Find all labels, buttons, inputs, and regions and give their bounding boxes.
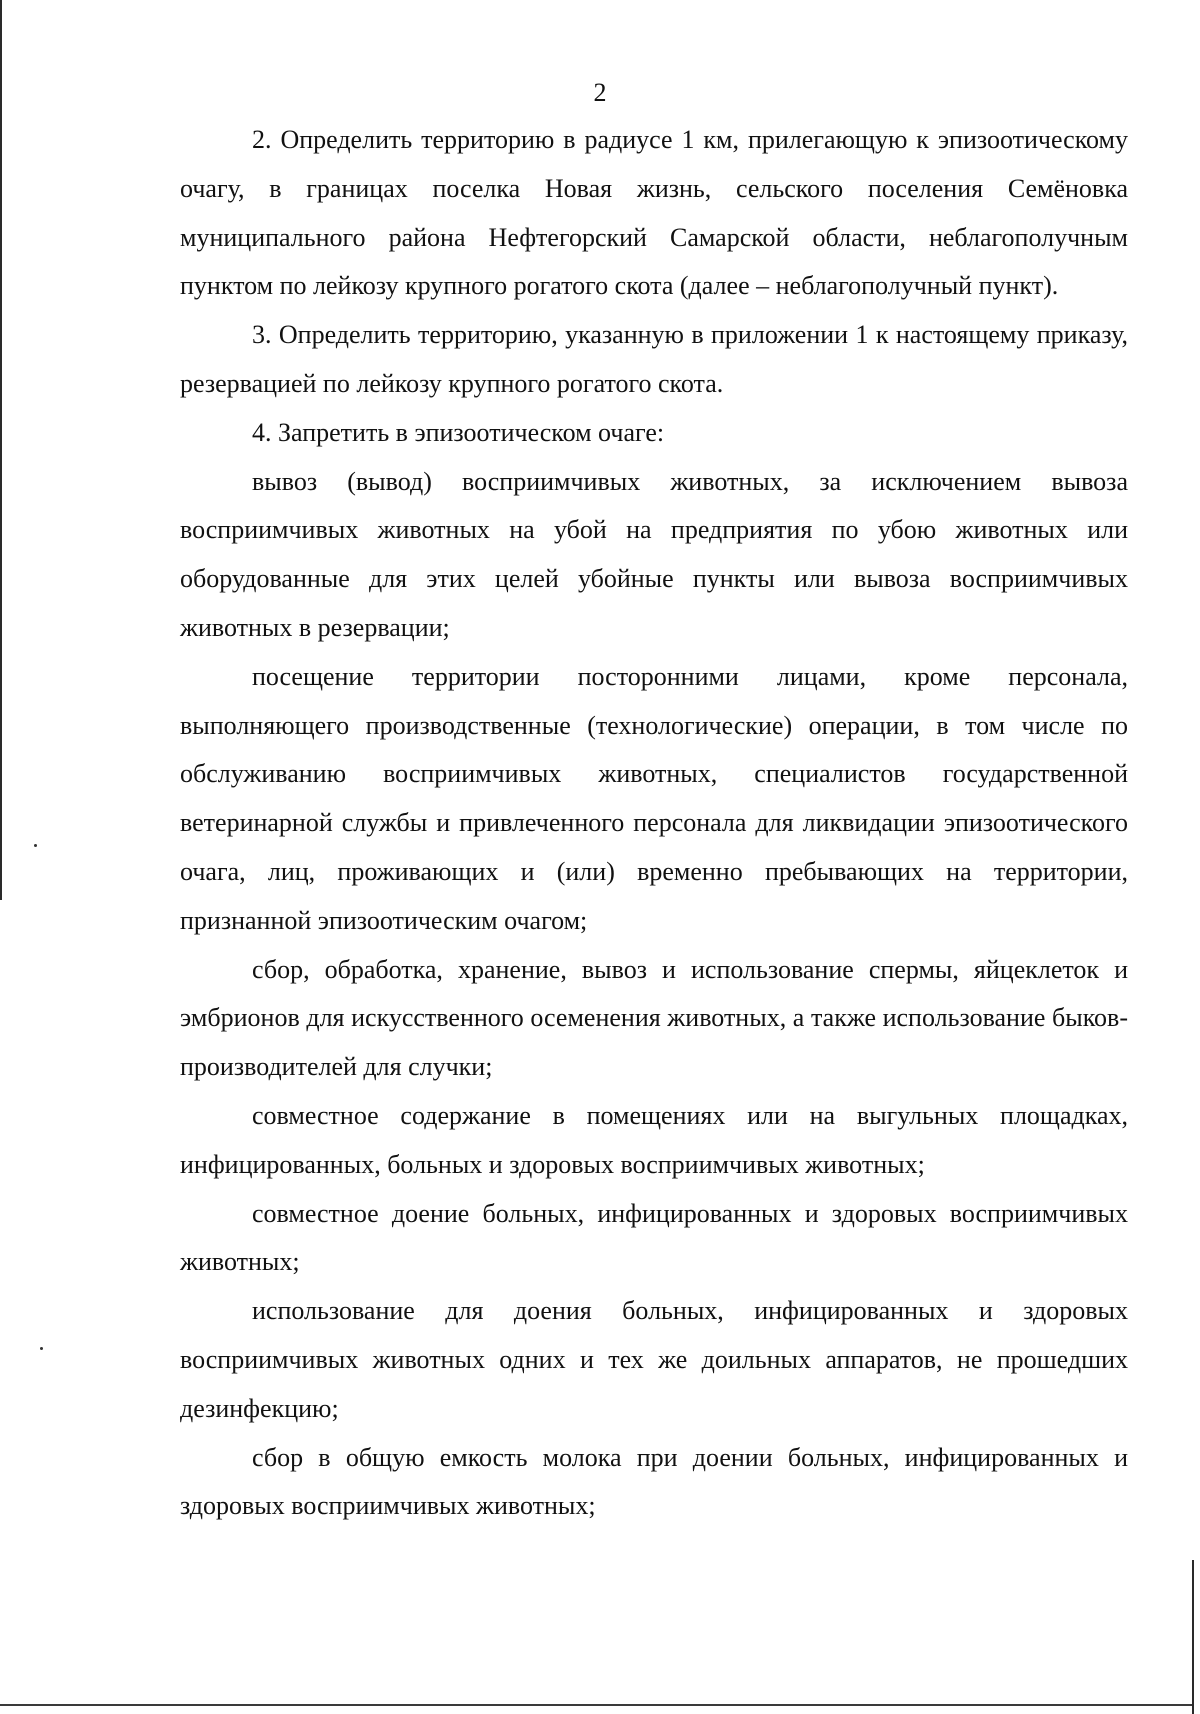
scan-speck [34,844,37,847]
paragraph-item-2: 2. Определить территорию в радиусе 1 км, прилегающую к эпизоотическому очагу, в границах поселка Новая жизнь, сельского поселения Семёновка муниципального района Нефтегорский Самарской области, неблагополучным пунктом по лейкозу крупного рогатого скота (далее – неблагополучный пункт). [180,125,1128,301]
paragraph-item-3: 3. Определить территорию, указанную в приложении 1 к настоящему приказу, резервацией по лейкозу крупного рогатого скота. [180,320,1128,398]
prohibition-sperm-collection: сбор, обработка, хранение, вывоз и использование спермы, яйцеклеток и эмбрионов для искусственного осеменения животных, а также использование быков-производителей для случки; [180,954,1128,1082]
scan-edge-bottom [0,1704,1192,1706]
page-number: 2 [593,78,607,107]
document-body [180,116,1128,1531]
scan-edge-left [0,0,2,900]
prohibition-joint-keeping: совместное содержание в помещениях или на выгульных площадках, инфицированных, больных и здоровых восприимчивых животных; [180,1100,1128,1179]
paragraph-item-4: 4. Запретить в эпизоотическом очаге: [252,417,665,447]
scan-speck [40,1347,43,1350]
prohibition-shared-apparatus: использование для доения больных, инфицированных и здоровых восприимчивых животных одних и тех же доильных аппаратов, не прошедших дезинфекцию; [180,1296,1128,1423]
prohibition-visits: посещение территории посторонними лицами, кроме персонала, выполняющего производственные (технологические) операции, в том числе по обслуживанию восприимчивых животных, специалистов государственной ветеринарной службы и привлеченного персонала для ликвидации эпизоотического очага, лиц, проживающих и (или) временно пребывающих на территории, признанной эпизоотическим очагом; [180,661,1128,935]
prohibition-export: вывоз (вывод) восприимчивых животных, за исключением вывоза восприимчивых животных на убой на предприятия по убою животных или оборудованные для этих целей убойные пункты или вывоза восприимчивых животных в резервации; [180,466,1128,642]
scan-edge-right [1192,1560,1194,1714]
prohibition-common-milk-tank: сбор в общую емкость молока при доении больных, инфицированных и здоровых восприимчивых животных; [180,1442,1128,1521]
prohibition-joint-milking: совместное доение больных, инфицированных и здоровых восприимчивых животных; [180,1198,1128,1277]
